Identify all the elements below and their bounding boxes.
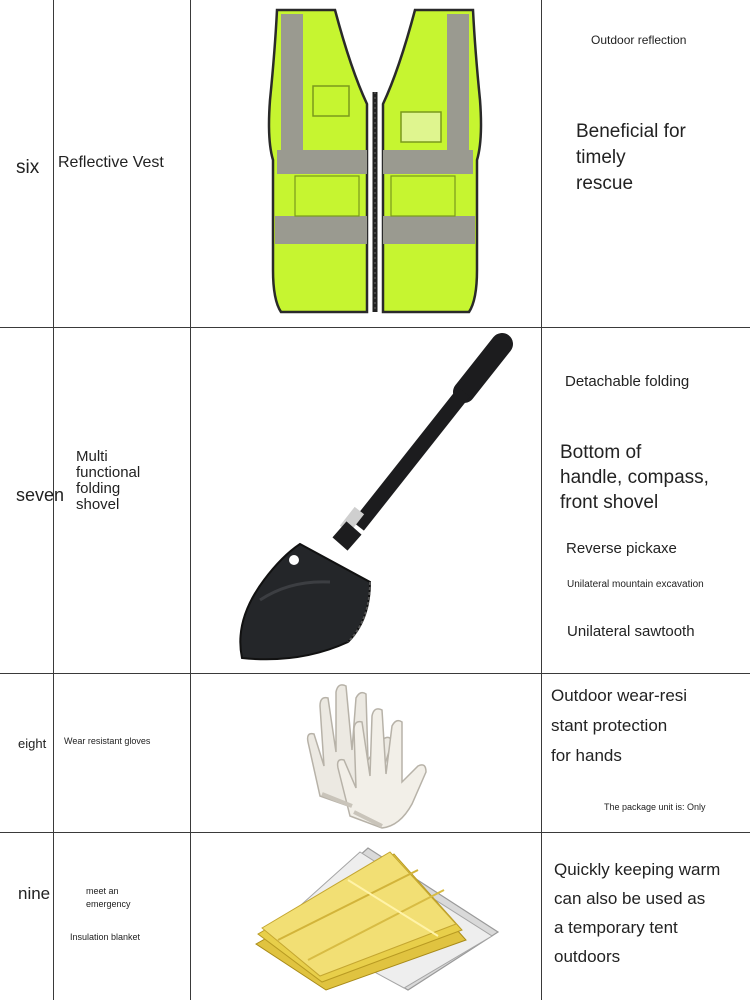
row-number: nine — [18, 884, 51, 903]
note-3: timely — [576, 147, 626, 168]
note-4: outdoors — [554, 947, 621, 966]
item-name-line-1: Multi — [76, 448, 108, 465]
item-name: Reflective Vest — [58, 154, 164, 171]
note-3: handle, compass, — [560, 467, 709, 488]
note-2: stant protection — [551, 716, 668, 735]
grid-line-vertical-3 — [541, 0, 542, 1000]
note-2: can also be used as — [554, 889, 706, 908]
work-gloves-image — [290, 676, 440, 831]
item-name-line-2: emergency — [86, 899, 131, 909]
note-4: The package unit is: Only — [604, 802, 706, 812]
note-2: Beneficial for — [576, 121, 686, 142]
row-number: eight — [18, 736, 47, 751]
note-6: Unilateral mountain excavation — [567, 579, 704, 590]
item-name-line-3: folding — [76, 480, 121, 497]
reflective-vest-image — [255, 0, 495, 322]
item-name-line-3: Insulation blanket — [70, 932, 141, 942]
grid-line-horizontal-1 — [0, 327, 750, 328]
note-1: Outdoor reflection — [591, 33, 687, 47]
note-1: Quickly keeping warm — [554, 860, 721, 879]
row-number: six — [16, 157, 40, 178]
note-7: Unilateral sawtooth — [567, 623, 695, 640]
note-4: rescue — [576, 173, 634, 194]
folding-shovel-image — [230, 330, 520, 670]
note-4: front shovel — [560, 492, 659, 513]
grid-line-horizontal-2 — [0, 673, 750, 674]
note-5: Reverse pickaxe — [566, 540, 677, 557]
grid-line-vertical-2 — [190, 0, 191, 1000]
item-name-line-1: meet an — [86, 886, 119, 896]
emergency-blanket-image — [248, 840, 508, 998]
grid-line-horizontal-3 — [0, 832, 750, 833]
note-2: Bottom of — [560, 442, 642, 463]
item-name: Wear resistant gloves — [64, 736, 151, 746]
note-1: Outdoor wear-resi — [551, 686, 688, 705]
item-name-line-2: functional — [76, 464, 141, 481]
note-1: Detachable folding — [565, 373, 690, 390]
item-name-line-4: shovel — [76, 496, 120, 513]
note-3: a temporary tent — [554, 918, 678, 937]
note-3: for hands — [551, 746, 622, 765]
row-number: seven — [16, 485, 65, 505]
